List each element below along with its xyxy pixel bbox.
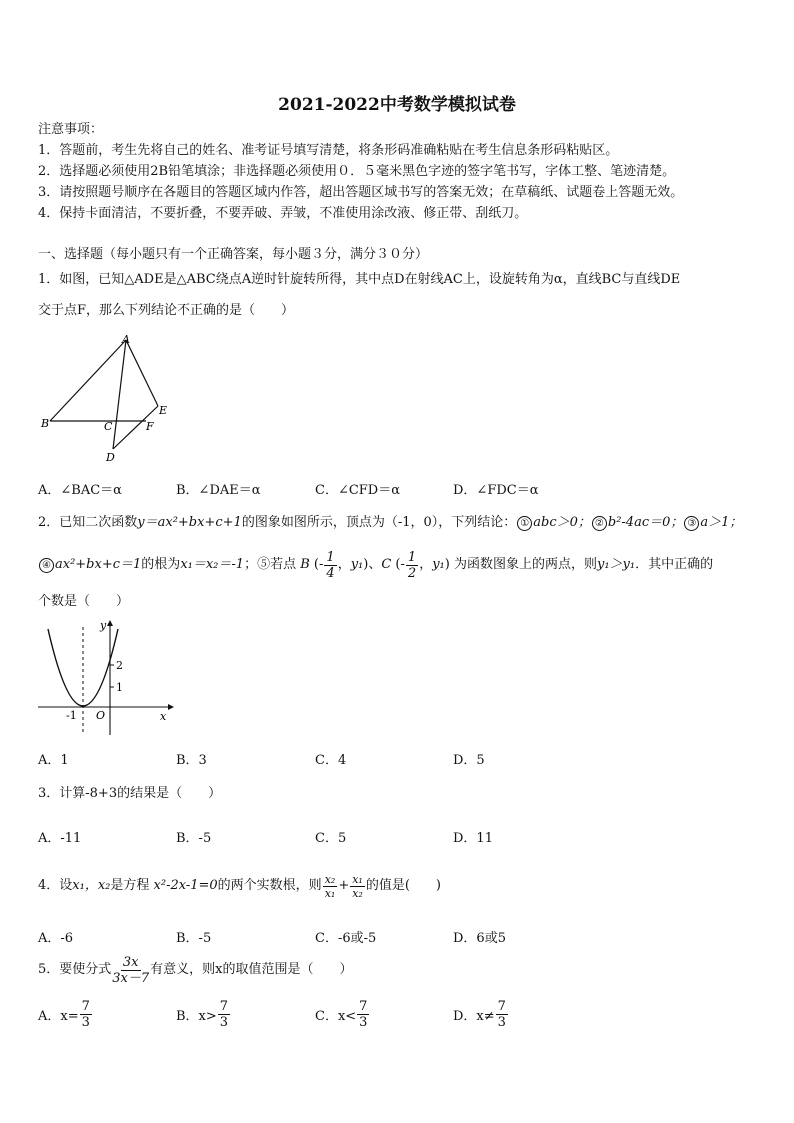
q1-option-c[interactable]: C．∠CFD＝α bbox=[315, 483, 401, 498]
q2-conclusion-4-text: 的根为 bbox=[141, 557, 181, 572]
q4-option-c[interactable]: C．-6或-5 bbox=[315, 931, 377, 946]
figure-label-c: C bbox=[104, 420, 113, 433]
q5-option-a-fraction: $\frac{7}{3}$ bbox=[81, 998, 90, 1030]
q4-text3: 的值是( ) bbox=[365, 878, 441, 893]
q4-option-b[interactable]: B．-5 bbox=[176, 931, 212, 946]
q5-option-d-fraction: $\frac{7}{3}$ bbox=[497, 998, 506, 1030]
q2-stem-tail: ．其中正确的 bbox=[635, 557, 714, 572]
q4-text1: 是方程 bbox=[110, 878, 150, 893]
q2-conclusion-1: abc＞0； bbox=[533, 515, 591, 530]
q1-stem-line1: 1．如图，已知△ADE是△ABC绕点A逆时针旋转所得，其中点D在射线AC上，设旋转角为α，直线BC与直线DE bbox=[38, 272, 681, 287]
q2-stem-line1 bbox=[38, 515, 742, 531]
page-title: 2021-2022中考数学模拟试卷 bbox=[278, 95, 516, 115]
q1-option-d[interactable]: D．∠FDC＝α bbox=[453, 483, 539, 498]
q2-conclusion-5-ineq: y₁＞y₁ bbox=[597, 557, 636, 572]
q2-function: y＝ax²+bx+c+1 bbox=[137, 515, 242, 530]
q2-point-b-x: $\frac{1}{4}$ bbox=[326, 549, 335, 581]
q3-option-c[interactable]: C．5 bbox=[315, 831, 347, 846]
q2-conclusion-2-marker: ② bbox=[592, 516, 607, 531]
q4-option-a[interactable]: A．-6 bbox=[38, 931, 74, 946]
q2-point-c-x: $\frac{1}{2}$ bbox=[407, 549, 417, 581]
notice-item-2: 2．选择题必须使用2B铅笔填涂；非选择题必须使用０．５毫米黑色字迹的签字笔书写，字体工整、笔迹清楚。 bbox=[38, 164, 676, 179]
q2-conclusion-4-marker: ④ bbox=[39, 558, 54, 573]
graph-label-2: 2 bbox=[116, 659, 123, 672]
q2-conclusion-5-text: ⑤若点 bbox=[257, 557, 297, 572]
q2-desc: 的图象如图所示，顶点为（-1，0），下列结论： bbox=[241, 515, 517, 530]
q5-option-b[interactable] bbox=[176, 994, 231, 1034]
q2-point-c: C bbox=[381, 557, 392, 572]
q5-option-d[interactable] bbox=[453, 994, 509, 1034]
q2-intro: 2．已知二次函数 bbox=[38, 515, 138, 530]
notice-item-4: 4．保持卡面清洁，不要折叠，不要弄破、弄皱，不准使用涂改液、修正带、刮纸刀。 bbox=[38, 206, 528, 221]
q2-conclusion-4-eq: ax²+bx+c＝1 bbox=[55, 557, 142, 572]
q5-stem bbox=[38, 950, 353, 990]
graph-label-y: y bbox=[100, 619, 107, 632]
q4-text2: 的两个实数根，则 bbox=[217, 878, 322, 893]
q4-fraction-1: $\frac{\text{x₂}}{\text{x₁}}$ bbox=[324, 872, 336, 900]
q2-stem-line2: ④ ax²+bx+c＝1 的根为 x₁＝x₂＝-1 ； ⑤若点 B (- $\frac{1}{4}$ ， y₁ )、 C (- $\frac{1}{2}$ ， y₁ ) 为函数图象上的两点，则 y₁＞y₁ ．其中正确的 bbox=[38, 548, 713, 582]
q2-parabola-graph bbox=[36, 617, 176, 739]
q1-option-b[interactable]: B．∠DAE＝α bbox=[176, 483, 261, 498]
q2-conclusion-3: a＞1； bbox=[700, 515, 743, 530]
q5-option-c-label: C．x< bbox=[315, 1008, 357, 1024]
q5-option-d-label: D．x≠ bbox=[453, 1008, 495, 1024]
q2-point-b: B bbox=[300, 557, 310, 572]
q1-stem-line2: 交于点F，那么下列结论不正确的是（ ） bbox=[38, 303, 295, 318]
q2-conclusion-2: b²-4ac＝0； bbox=[607, 515, 684, 530]
figure-label-d: D bbox=[106, 451, 115, 464]
q4-option-d[interactable]: D．6或5 bbox=[453, 931, 506, 946]
section-heading: 一、选择题（每小题只有一个正确答案，每小题３分，满分３０分） bbox=[38, 247, 429, 262]
q5-option-b-fraction: $\frac{7}{3}$ bbox=[219, 998, 229, 1030]
q5-option-c[interactable] bbox=[315, 994, 370, 1034]
q4-fraction-2: $\frac{\text{x₁}}{\text{x₂}}$ bbox=[352, 872, 363, 900]
q3-stem: 3．计算-8+3的结果是（ ） bbox=[38, 786, 222, 801]
q1-triangle-figure bbox=[38, 332, 178, 467]
q4-intro: 4．设 bbox=[38, 878, 73, 893]
q2-conclusion-4-end: ； bbox=[244, 557, 258, 572]
q2-conclusion-5-mid: 为函数图象上的两点，则 bbox=[453, 557, 597, 572]
q5-option-c-fraction: $\frac{7}{3}$ bbox=[359, 998, 368, 1030]
q4-stem: 4．设 x₁，x₂ 是方程 x²-2x-1=0 的两个实数根，则 $\frac{\text{x₂}}{\text{x₁}}$ + $\frac{\text{x₁}}{\text{x₂}}$ 的值是( ) bbox=[38, 872, 441, 900]
graph-label-1: 1 bbox=[116, 681, 123, 694]
q2-option-b[interactable]: B．3 bbox=[176, 753, 207, 768]
figure-label-e: E bbox=[159, 404, 168, 417]
figure-label-b: B bbox=[41, 417, 50, 430]
q2-conclusion-4-roots: x₁＝x₂＝-1 bbox=[180, 557, 245, 572]
q5-fraction: $\frac{3x}{3x-7}$ bbox=[112, 954, 150, 986]
q2-option-c[interactable]: C．4 bbox=[315, 753, 347, 768]
q2-option-d[interactable]: D．5 bbox=[453, 753, 485, 768]
figure-label-a: A bbox=[122, 333, 130, 346]
q4-equation: x²-2x-1=0 bbox=[153, 878, 218, 893]
q3-option-d[interactable]: D．11 bbox=[453, 831, 493, 846]
q1-option-a[interactable]: A．∠BAC＝α bbox=[38, 483, 122, 498]
notice-item-1: 1．答题前，考生先将自己的姓名、准考证号填写清楚，将条形码准确粘贴在考生信息条形码粘贴区。 bbox=[38, 143, 619, 158]
q3-option-a[interactable]: A．-11 bbox=[38, 831, 82, 846]
graph-label-neg1: -1 bbox=[66, 709, 77, 722]
q2-option-a[interactable]: A．1 bbox=[38, 753, 69, 768]
q2-conclusion-3-marker: ③ bbox=[684, 516, 699, 531]
q5-option-b-label: B．x> bbox=[176, 1008, 217, 1024]
q4-vars: x₁，x₂ bbox=[72, 878, 111, 893]
q5-text: 有意义，则x的取值范围是（ ） bbox=[150, 962, 353, 977]
q2-conclusion-1-marker: ① bbox=[517, 516, 532, 531]
q2-point-c-y: y₁ bbox=[432, 557, 445, 572]
q2-point-b-y: y₁ bbox=[350, 557, 364, 572]
q3-option-b[interactable]: B．-5 bbox=[176, 831, 212, 846]
q5-intro: 5．要使分式 bbox=[38, 962, 112, 977]
notice-heading: 注意事项： bbox=[38, 122, 104, 137]
q5-option-a[interactable] bbox=[38, 994, 93, 1034]
graph-label-x: x bbox=[160, 710, 167, 723]
q5-option-a-label: A．x= bbox=[38, 1008, 79, 1024]
q2-stem-line3: 个数是（ ） bbox=[38, 594, 130, 609]
notice-item-3: 3．请按照题号顺序在各题目的答题区域内作答，超出答题区域书写的答案无效；在草稿纸、试题卷上答题无效。 bbox=[38, 185, 684, 200]
figure-label-f: F bbox=[146, 420, 154, 433]
graph-label-origin: O bbox=[96, 709, 106, 722]
